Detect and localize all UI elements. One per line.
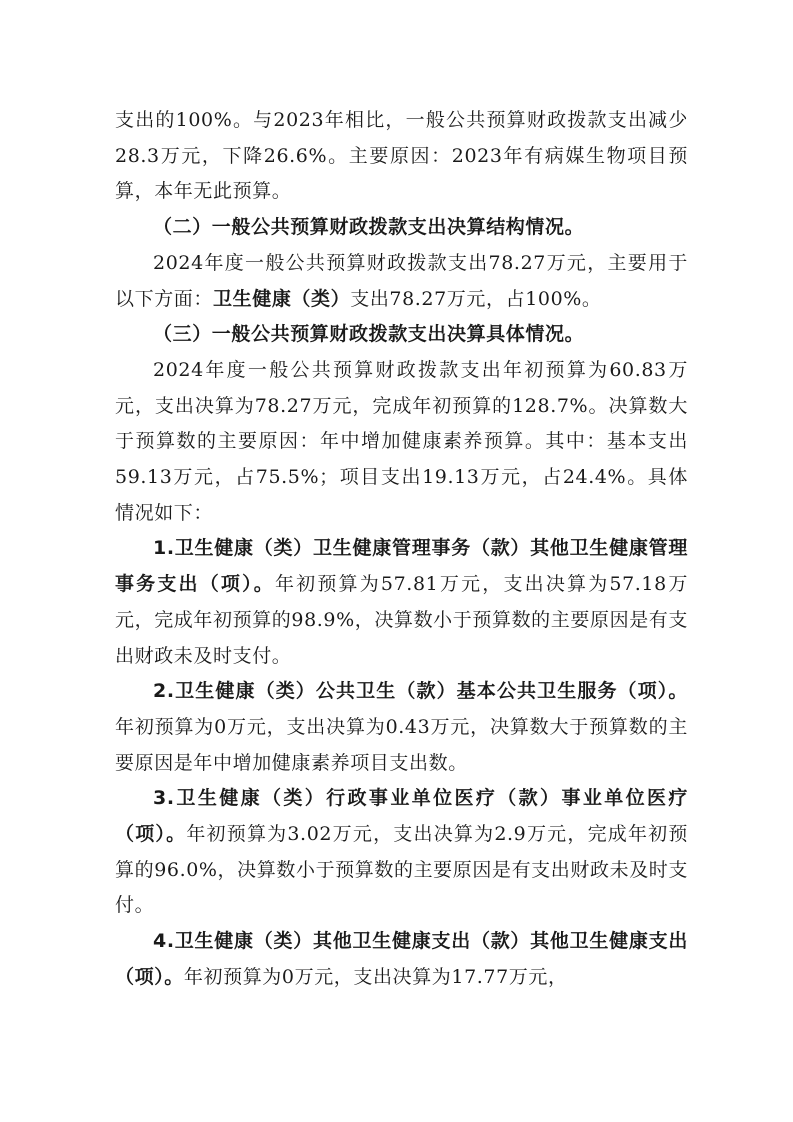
paragraph-structure <box>115 246 688 317</box>
item-1-title: 1.卫生健康（类）卫生健康管理事务（款）其他卫生健康管理事务支出（项）。 <box>115 537 688 596</box>
paragraph-structure-amount: 支出78.27万元，占100%。 <box>350 287 602 310</box>
item-1 <box>115 531 688 674</box>
item-3-body: 年初预算为3.02万元，支出决算为2.9万元，完成年初预算的96.0%，决算数小于预算数的主要原因是有支出财政未及时支付。 <box>115 823 688 917</box>
paragraph-structure-category: 卫生健康（类） <box>213 287 351 310</box>
item-2-body: 年初预算为0万元，支出决算为0.43万元，决算数大于预算数的主要原因是年中增加健康素养项目支出数。 <box>115 715 688 774</box>
section-heading-2: （二）一般公共预算财政拨款支出决算结构情况。 <box>153 216 585 239</box>
document-page <box>115 103 688 996</box>
item-4 <box>115 924 688 995</box>
item-4-body: 年初预算为0万元，支出决算为17.77万元， <box>183 965 568 988</box>
section-heading-3: （三）一般公共预算财政拨款支出决算具体情况。 <box>153 323 585 346</box>
item-1-body: 年初预算为57.81万元，支出决算为57.18万元，完成年初预算的98.9%，决算数小于预算数的主要原因是有支出财政未及时支付。 <box>115 573 688 667</box>
item-2-title: 2.卫生健康（类）公共卫生（款）基本公共卫生服务（项）。 <box>153 680 688 703</box>
paragraph-details: 2024年度一般公共预算财政拨款支出年初预算为60.83万元，支出决算为78.27万元，完成年初预算的128.7%。决算数大于预算数的主要原因：年中增加健康素养预算。其中：基本支出59.13万元，占75.5%；项目支出19.13万元，占24.4%。具体情况如下： <box>115 358 688 524</box>
item-3-title: 3.卫生健康（类）行政事业单位医疗（款）事业单位医疗（项）。 <box>115 787 688 846</box>
paragraph-continued: 支出的100%。与2023年相比，一般公共预算财政拨款支出减少28.3万元，下降26.6%。主要原因：2023年有病媒生物项目预算，本年无此预算。 <box>115 109 688 203</box>
item-3 <box>115 781 688 924</box>
item-4-title: 4.卫生健康（类）其他卫生健康支出（款）其他卫生健康支出（项）。 <box>115 930 688 988</box>
item-2 <box>115 674 688 781</box>
paragraph-structure-text: 2024年度一般公共预算财政拨款支出78.27万元，主要用于以下方面： <box>115 251 688 310</box>
